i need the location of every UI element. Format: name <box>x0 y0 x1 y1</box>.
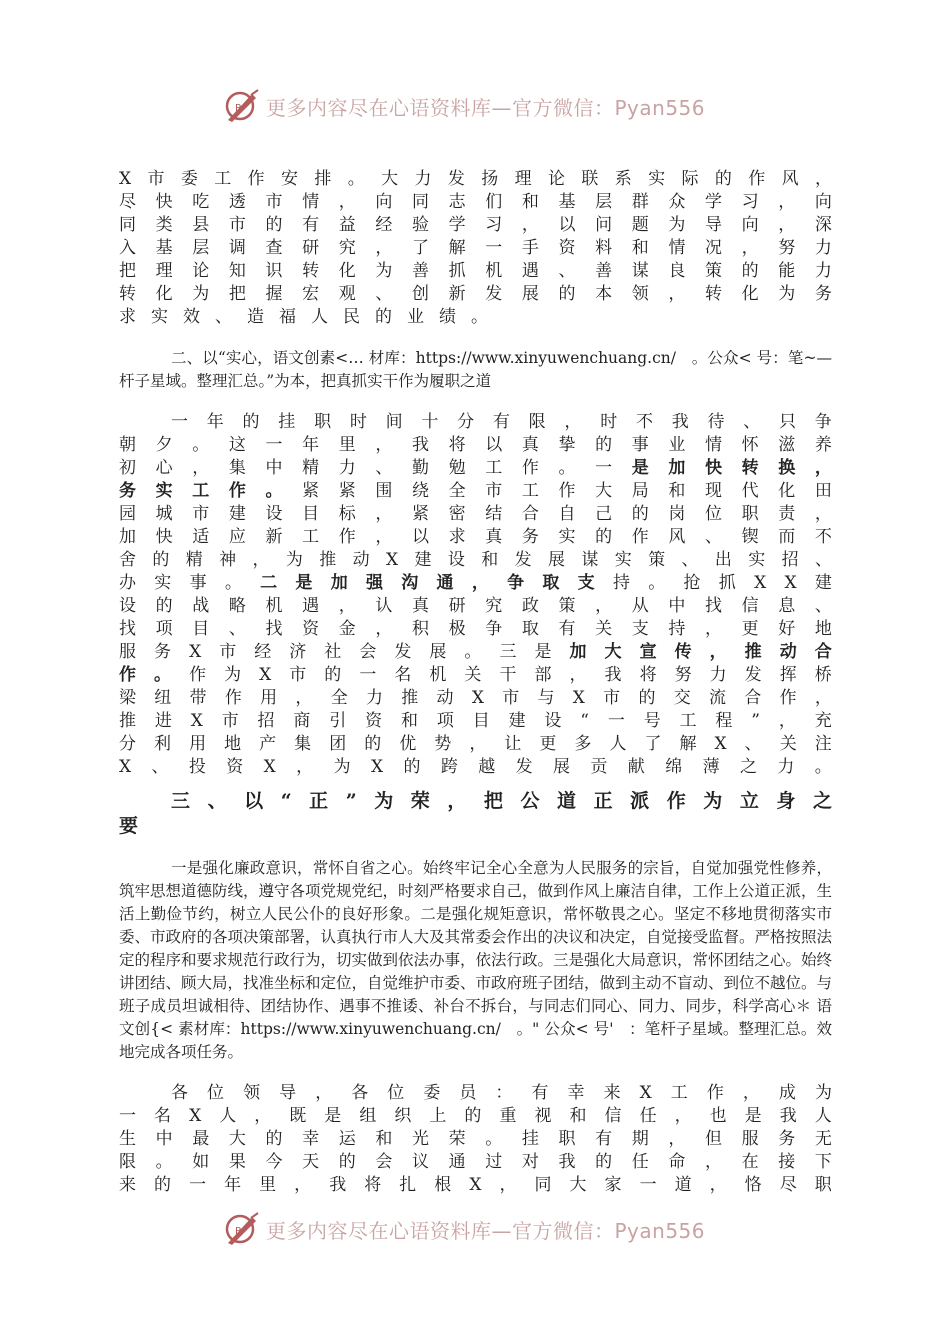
svg-text:P: P <box>235 1226 242 1237</box>
footer-banner <box>0 1205 950 1253</box>
text-line: 把 理 论 知 识 转 化 为 善 抓 机 遇 、 善 谋 良 策 的 能 力 <box>119 261 832 281</box>
text-line: 各 位 领 导 ， 各 位 委 员 ： 有 幸 来 X 工 作 ， 成 为 <box>171 1083 832 1103</box>
banner-text: 更多内容尽在心语资料库—官方微信：Pyan556 <box>266 95 706 120</box>
header-banner <box>0 82 950 130</box>
text-line: 办 实 事 。 二 是 加 强 沟 通 ， 争 取 支 持 。 抢 抓 X X 建 <box>119 573 832 593</box>
text-line: 转 化 为 把 握 宏 观 、 创 新 发 展 的 本 领 ， 转 化 为 务 <box>119 284 832 304</box>
text-line: 梁 纽 带 作 用 ， 全 力 推 动 X 市 与 X 市 的 交 流 合 作 ， <box>119 688 832 708</box>
pen-logo-icon <box>222 86 262 126</box>
section-heading-3: 三 、 以 “ 正 ” 为 荣 ， 把 公 道 正 派 作 为 立 身 之 <box>171 790 832 812</box>
text-line: 初 心 ， 集 中 精 力 、 勤 勉 工 作 。 一 是 加 快 转 换 ， <box>119 458 832 478</box>
text-line: 一 名 X 人 ， 既 是 组 织 上 的 重 视 和 信 任 ， 也 是 我 人 <box>119 1106 832 1126</box>
paragraph-4 <box>119 1082 832 1197</box>
text-line: 限 。 如 果 今 天 的 会 议 通 过 对 我 的 任 命 ， 在 接 下 <box>119 1152 832 1172</box>
pen-logo-icon <box>222 1209 262 1249</box>
text-line: X 市 委 工 作 安 排 。 大 力 发 扬 理 论 联 系 实 际 的 作 风 ， <box>119 169 832 189</box>
document-body <box>119 168 832 1197</box>
text-line: 来 的 一 年 里 ， 我 将 扎 根 X ， 同 大 家 一 道 ， 恪 尽 职 <box>119 1175 832 1195</box>
paragraph-3: 一是强化廉政意识，常怀自省之心。始终牢记全心全意为人民服务的宗旨，自觉加强党性修养，筑牢思想道德防线，遵守各项党规党纪，时刻严格要求自己，做到作风上廉洁自律，工作上公道正派，生活上勤俭节约，树立人民公仆的良好形象。二是强化规矩意识，常怀敬畏之心。坚定不移地贯彻落实市委、市政府的各项决策部署，认真执行市人大及其常委会作出的决议和决定，自觉接受监督。严格按照法定的程序和要求规范行政行为，切实做到依法办事，依法行政。三是强化大局意识，常怀团结之心。始终讲团结、顾大局，找准坐标和定位，自觉维护市委、市政府班子团结，做到主动不盲动、到位不越位。与班子成员坦诚相待、团结协作、遇事不推诿、补台不拆台，与同志们同心、同力、同步，科学高心＊ 语文创{< 素材库：https://www.xinyuwenchuang.cn/ 。" 公众< 号' ：笔杆子星域。整理汇总。效地完成各项任务。 <box>119 859 833 1061</box>
text-line: 朝 夕 。 这 一 年 里 ， 我 将 以 真 挚 的 事 业 情 怀 滋 养 <box>119 435 832 455</box>
text-line: 园 城 市 建 设 目 标 ， 紧 密 结 合 自 己 的 岗 位 职 责 ， <box>119 504 832 524</box>
text-line: X 、 投 资 X ， 为 X 的 跨 越 发 展 贡 献 绵 薄 之 力 。 <box>119 757 832 777</box>
text-line: 加 快 适 应 新 工 作 ， 以 求 真 务 实 的 作 风 、 锲 而 不 <box>119 527 832 547</box>
text-line: 尽 快 吃 透 市 情 ， 向 同 志 们 和 基 层 群 众 学 习 ， 向 <box>119 192 832 212</box>
paragraph-2 <box>119 411 832 779</box>
section-heading-2: 二、以“实心，语文创素<… 材库：https://www.xinyuwenchuang.cn/ 。公众< 号：笔~—杆子星域。整理汇总。”为本，把真抓实干作为履职之道 <box>119 349 832 390</box>
svg-text:P: P <box>235 103 242 114</box>
text-line: 设 的 战 略 机 遇 ， 认 真 研 究 政 策 ， 从 中 找 信 息 、 <box>119 596 832 616</box>
paragraph-1 <box>119 168 832 329</box>
text-line: 舍 的 精 神 ， 为 推 动 X 建 设 和 发 展 谋 实 策 、 出 实 招 、 <box>119 550 832 570</box>
text-line: 入 基 层 调 查 研 究 ， 了 解 一 手 资 料 和 情 况 ， 努 力 <box>119 238 832 258</box>
text-line: 同 类 县 市 的 有 益 经 验 学 习 ， 以 问 题 为 导 向 ， 深 <box>119 215 832 235</box>
text-line: 求 实 效 、 造 福 人 民 的 业 绩 。 <box>119 307 488 327</box>
banner-text: 更多内容尽在心语资料库—官方微信：Pyan556 <box>266 1218 706 1243</box>
section-heading-3-tail: 要 <box>119 815 139 837</box>
text-line: 服 务 X 市 经 济 社 会 发 展 。 三 是 加 大 宣 传 ， 推 动 合 <box>119 642 832 662</box>
text-line: 分 利 用 地 产 集 团 的 优 势 ， 让 更 多 人 了 解 X 、 关 注 <box>119 734 832 754</box>
text-line: 一 年 的 挂 职 时 间 十 分 有 限 ， 时 不 我 待 、 只 争 <box>171 412 832 432</box>
text-line: 推 进 X 市 招 商 引 资 和 项 目 建 设 “ 一 号 工 程 ” ， 充 <box>119 711 832 731</box>
text-line: 务 实 工 作 。 紧 紧 围 绕 全 市 工 作 大 局 和 现 代 化 田 <box>119 481 832 501</box>
text-line: 找 项 目 、 找 资 金 ， 积 极 争 取 有 关 支 持 ， 更 好 地 <box>119 619 832 639</box>
text-line: 作 。 作 为 X 市 的 一 名 机 关 干 部 ， 我 将 努 力 发 挥 桥 <box>119 665 832 685</box>
text-line: 生 中 最 大 的 幸 运 和 光 荣 。 挂 职 有 期 ， 但 服 务 无 <box>119 1129 832 1149</box>
